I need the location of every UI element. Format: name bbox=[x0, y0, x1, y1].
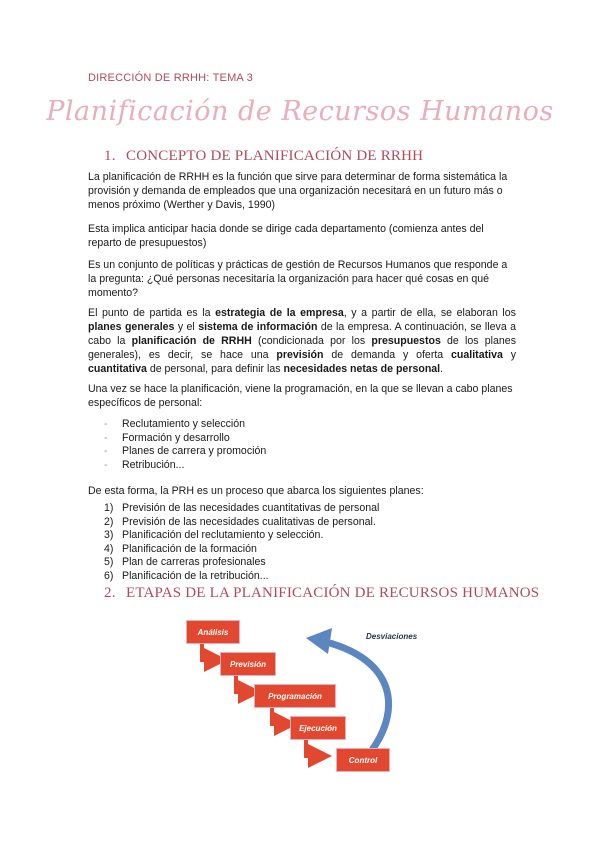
bold-term: estrategia de la empresa bbox=[215, 307, 344, 319]
text-run: . bbox=[440, 363, 444, 375]
bold-term: planificación de RRHH bbox=[131, 335, 252, 347]
bold-term: planes generales bbox=[88, 321, 175, 333]
stage-box-control: Control bbox=[336, 748, 390, 772]
text-run: y bbox=[502, 349, 516, 361]
list-item: - Formación y desarrollo bbox=[104, 432, 266, 446]
step-arrow bbox=[306, 740, 320, 756]
section-number: 1. bbox=[104, 148, 116, 164]
text-run: de los planes generales), es decir, se hace una bbox=[88, 335, 516, 361]
specific-plans-list bbox=[104, 418, 266, 472]
text-run: El punto de partida es la bbox=[88, 307, 216, 319]
section-title: CONCEPTO DE PLANIFICACIÓN DE RRHH bbox=[126, 148, 424, 164]
text-run: de la empresa. A continuación, se lleva a cabo la bbox=[88, 321, 516, 347]
document-title: Planificación de Recursos Humanos bbox=[46, 96, 554, 127]
list-item: - Retribución... bbox=[104, 459, 266, 473]
paragraph-definition: La planificación de RRHH es la función que sirve para determinar de forma sistemática la provisión y demanda de empleados que una organización necesitará en un futuro más o menos próximo (Werther y Davis, 1990) bbox=[88, 171, 508, 211]
paragraph-prh-process: De esta forma, la PRH es un proceso que abarca los siguientes planes: bbox=[88, 485, 424, 497]
list-item: - Planes de carrera y promoción bbox=[104, 445, 266, 459]
step-arrow bbox=[236, 676, 250, 692]
prh-plans-list bbox=[104, 502, 379, 583]
section-title: ETAPAS DE LA PLANIFICACIÓN DE RECURSOS HUMANOS bbox=[126, 585, 540, 601]
list-item bbox=[104, 570, 379, 584]
text-run: (condicionada por los bbox=[251, 335, 372, 347]
bold-term: cualitativa bbox=[451, 349, 503, 361]
list-number: 2) bbox=[104, 515, 114, 528]
paragraph-starting-point bbox=[88, 306, 516, 376]
list-item bbox=[104, 556, 379, 570]
section-number: 2. bbox=[104, 585, 116, 601]
text-run: de personal, para definir las bbox=[146, 363, 284, 375]
stage-box-programming: Programación bbox=[254, 684, 336, 708]
text-run: de demanda y oferta bbox=[323, 349, 452, 361]
paragraph-policies: Es un conjunto de políticas y prácticas de gestión de Recursos Humanos que responde a la pregunta: ¿Qué personas necesitaría la organización para hacer qué cosas en qué momento? bbox=[88, 259, 508, 299]
list-text: Planificación del reclutamiento y selección. bbox=[122, 529, 324, 541]
list-text: Previsión de las necesidades cualitativas de personal. bbox=[122, 515, 376, 528]
feedback-arrowhead bbox=[306, 628, 332, 654]
planning-stages-diagram bbox=[180, 612, 440, 782]
list-number: 5) bbox=[104, 556, 114, 568]
text-run: , y a partir de ella, se elaboran los bbox=[343, 307, 516, 319]
bold-term: presupuestos bbox=[371, 335, 441, 347]
list-item bbox=[104, 502, 379, 516]
paragraph-anticipation: Esta implica anticipar hacia donde se dirige cada departamento (comienza antes del reparto de presupuestos) bbox=[88, 223, 484, 249]
list-item bbox=[104, 543, 379, 557]
list-number: 6) bbox=[104, 569, 114, 582]
list-text: Plan de carreras profesionales bbox=[122, 556, 266, 568]
stage-box-analysis: Análisis bbox=[186, 620, 240, 644]
step-arrow bbox=[272, 708, 286, 724]
list-item bbox=[104, 516, 379, 530]
section-heading-2 bbox=[104, 585, 539, 602]
step-arrow bbox=[202, 644, 216, 660]
paragraph-programming: Una vez se hace la planificación, viene la programación, en la que se llevan a cabo planes específicos de personal: bbox=[88, 383, 513, 409]
list-item bbox=[104, 529, 379, 543]
list-item: - Reclutamiento y selección bbox=[104, 418, 266, 432]
bold-term: previsión bbox=[276, 349, 324, 361]
list-text: Previsión de las necesidades cuantitativas de personal bbox=[122, 502, 380, 514]
page-header: DIRECCIÓN DE RRHH: TEMA 3 bbox=[88, 72, 253, 84]
text-run: y el bbox=[174, 321, 199, 333]
list-number: 4) bbox=[104, 542, 114, 555]
list-text: Planificación de la retribución... bbox=[122, 569, 269, 582]
bold-term: sistema de información bbox=[198, 321, 318, 333]
deviations-label: Desviaciones bbox=[366, 632, 418, 641]
section-heading-1 bbox=[104, 148, 423, 165]
stage-box-execution: Ejecución bbox=[290, 716, 346, 740]
list-text: Planificación de la formación bbox=[122, 542, 257, 555]
list-number: 3) bbox=[104, 529, 114, 541]
list-number: 1) bbox=[104, 502, 114, 514]
bold-term: cuantitativa bbox=[88, 363, 147, 375]
stage-box-forecast: Previsión bbox=[220, 652, 276, 676]
bold-term: necesidades netas de personal bbox=[283, 363, 441, 375]
